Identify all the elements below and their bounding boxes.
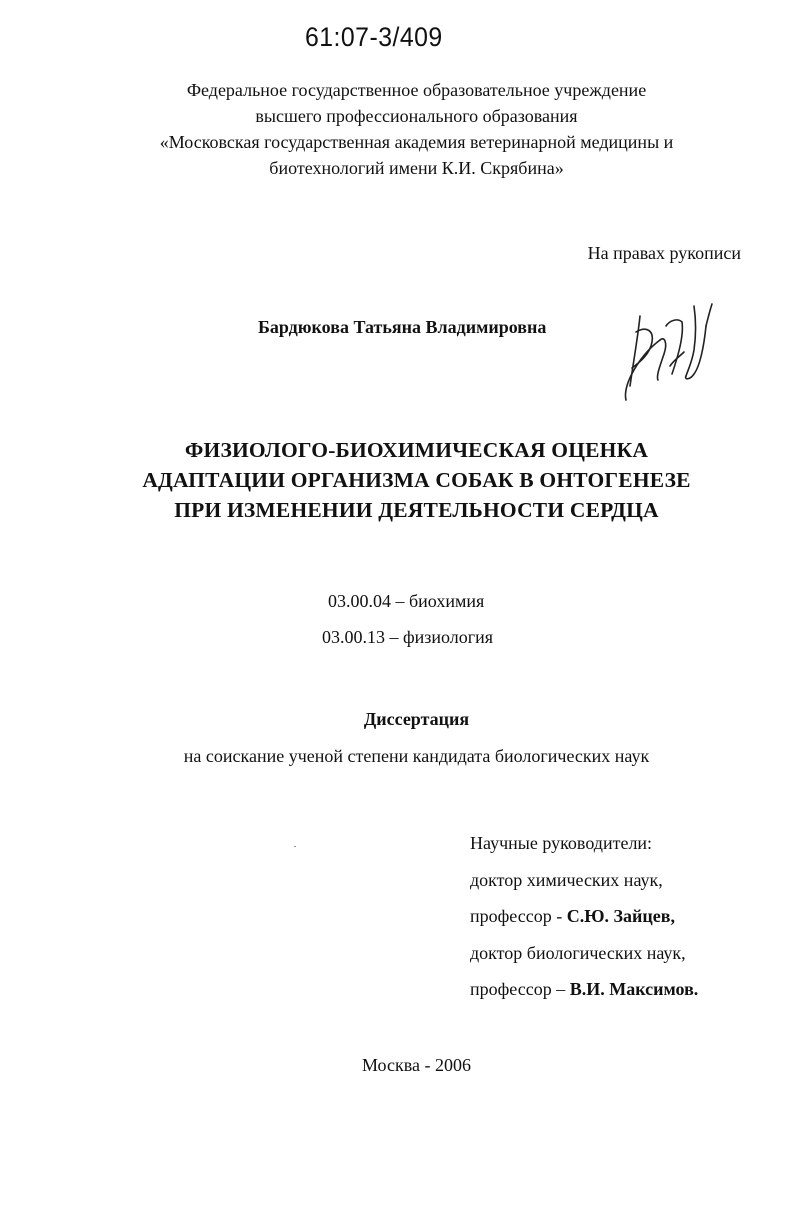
supervisor-role: профессор – xyxy=(470,979,570,999)
supervisor-entry xyxy=(470,898,698,935)
supervisor-role: профессор - xyxy=(470,906,567,926)
supervisor-name: В.И. Максимов. xyxy=(569,979,699,999)
thesis-title xyxy=(20,435,793,525)
supervisor-entry xyxy=(470,971,698,1008)
thesis-title-line: АДАПТАЦИИ ОРГАНИЗМА СОБАК В ОНТОГЕНЕЗЕ xyxy=(142,468,691,492)
thesis-title-line: ФИЗИОЛОГО-БИОХИМИЧЕСКАЯ ОЦЕНКА xyxy=(184,438,649,462)
supervisors-heading: Научные руководители: xyxy=(470,833,653,853)
supervisor-degree: доктор химических наук, xyxy=(470,869,663,890)
specialty-code: 03.00.13 – физиология xyxy=(322,627,494,647)
degree-line: на соискание ученой степени кандидата биологических наук xyxy=(183,746,650,766)
handwritten-signature xyxy=(612,296,722,406)
thesis-title-line: ПРИ ИЗМЕНЕНИИ ДЕЯТЕЛЬНОСТИ СЕРДЦА xyxy=(174,498,659,522)
institution-block xyxy=(20,77,793,181)
institution-line: биотехнологий имени К.И. Скрябина» xyxy=(269,158,564,178)
rights-note: На правах рукописи xyxy=(587,243,741,263)
city-year: Москва - 2006 xyxy=(362,1055,471,1075)
specialty-code: 03.00.04 – биохимия xyxy=(328,591,485,611)
institution-line: Федеральное государственное образовательное учреждение xyxy=(186,80,647,100)
institution-line: высшего профессионального образования xyxy=(255,106,578,126)
author-name: Бардюкова Татьяна Владимировна xyxy=(258,317,547,337)
institution-line: «Московская государственная академия ветеринарной медицины и xyxy=(159,132,674,152)
archive-stamp-code: 61:07-3/409 xyxy=(305,22,443,52)
supervisor-degree: доктор биологических наук, xyxy=(470,942,686,963)
supervisors-block xyxy=(470,825,698,1008)
document-type: Диссертация xyxy=(363,709,470,729)
supervisor-name: С.Ю. Зайцев, xyxy=(566,906,675,926)
scan-speck xyxy=(294,846,296,847)
